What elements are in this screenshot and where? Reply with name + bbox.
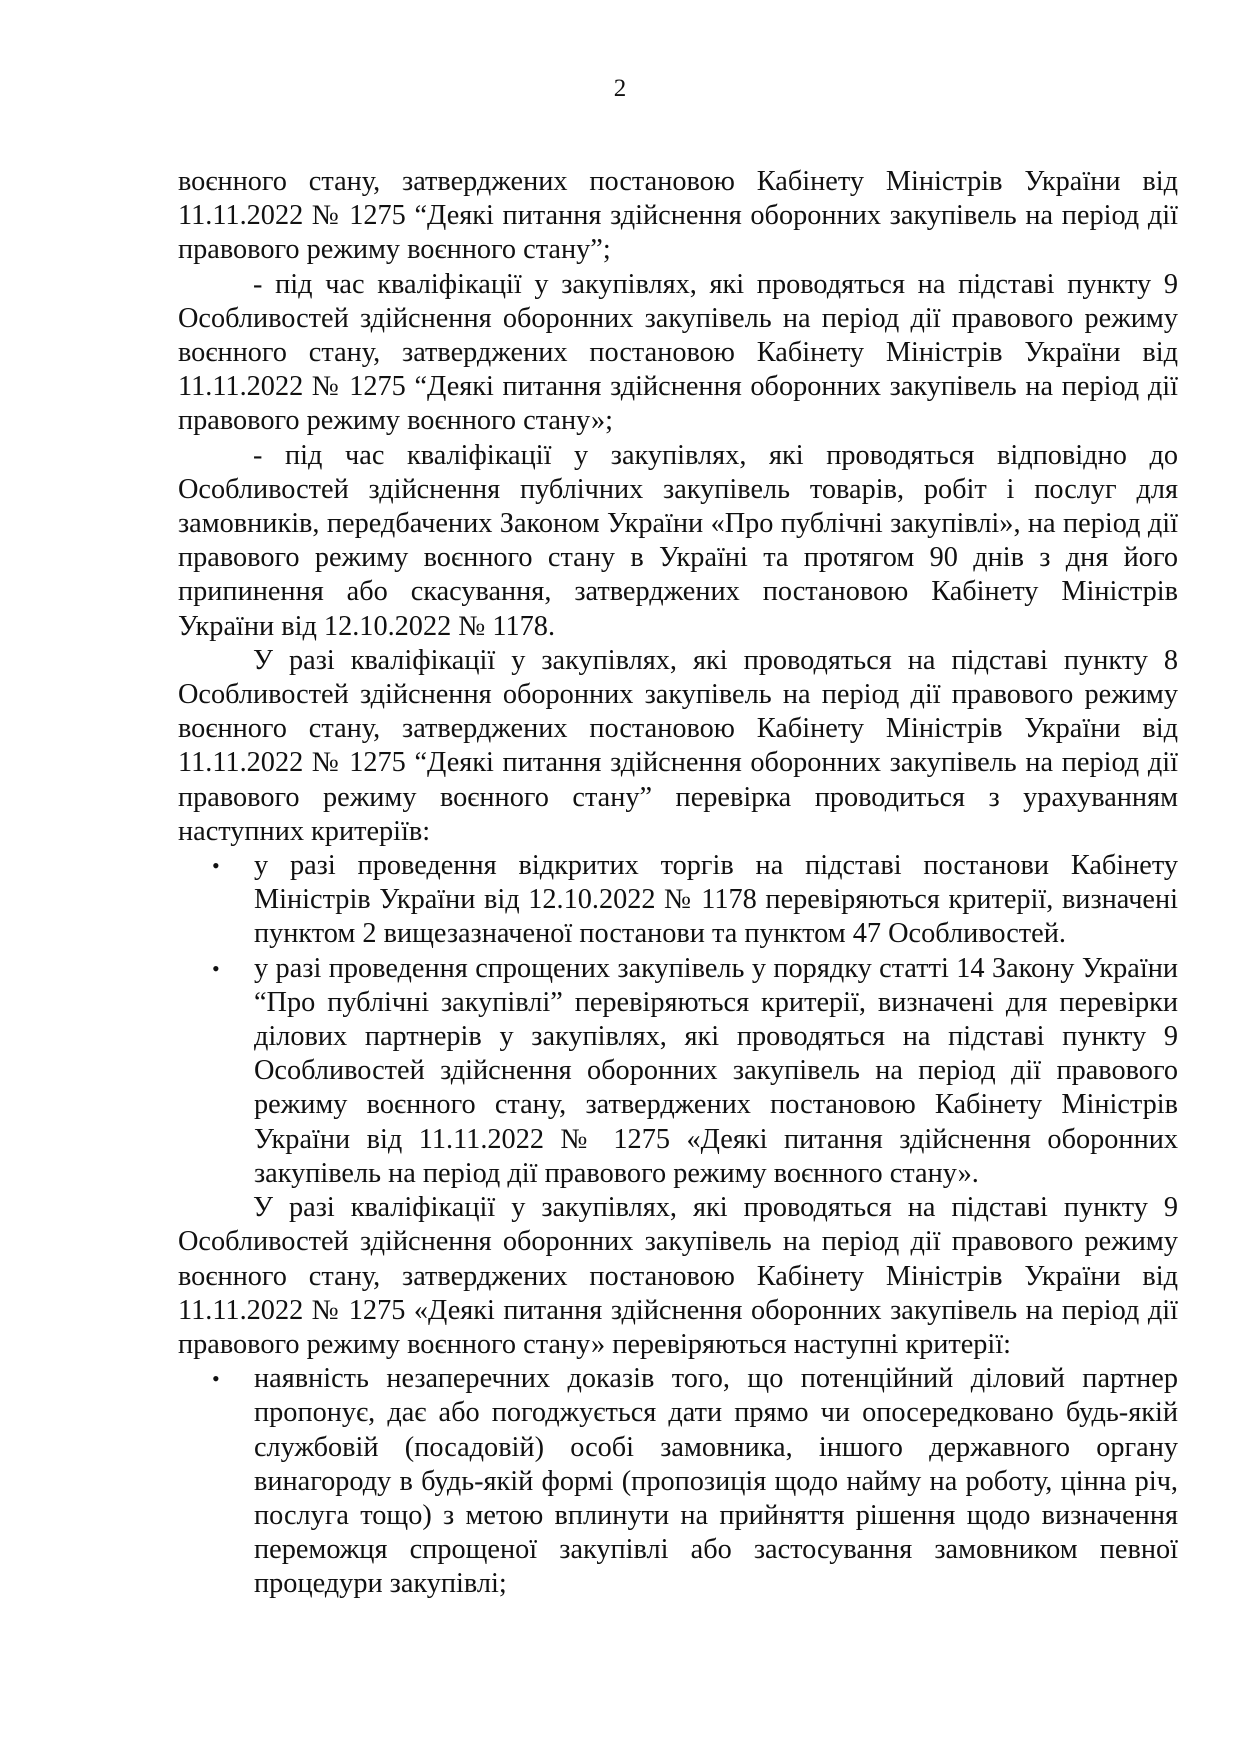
list-item-text: у разі проведення спрощених закупівель у порядку статті 14 Закону України “Про публічні закупівлі” перевіряються критерії, визначені для перевірки ділових партнерів у закупівлях, які проводяться на підставі пункту 9 Особливостей здійснення оборонних закупівель на період дії правового режиму воєнного стану, затверджених постановою Кабінету Міністрів України від 11.11.2022 № 1275 «Деякі питання здійснення оборонних закупівель на період дії правового режиму воєнного стану». (254, 952, 1178, 1189)
paragraph-clause-public-procurement: - під час кваліфікації у закупівлях, які проводяться відповідно до Особливостей здійснення публічних закупівель товарів, робіт і послуг для замовників, передбачених Законом України «Про публічні закупівлі», на період дії правового режиму воєнного стану в Україні та протягом 90 днів з дня його припинення або скасування, затверджених постановою Кабінету Міністрів України від 12.10.2022 № 1178. (178, 439, 1178, 642)
paragraph-qualification-item-9: У разі кваліфікації у закупівлях, які проводяться на підставі пункту 9 Особливостей здійснення оборонних закупівель на період дії правового режиму воєнного стану, затверджених постановою Кабінету Міністрів України від 11.11.2022 № 1275 «Деякі питання здійснення оборонних закупівель на період дії правового режиму воєнного стану» перевіряються наступні критерії: (178, 1192, 1178, 1360)
page-number: 2 (613, 75, 627, 102)
bullet-icon: • (212, 853, 220, 879)
list-item-text: наявність незаперечних доказів того, що потенційний діловий партнер пропонує, дає або погоджується дати прямо чи опосередковано будь-якій службовій (посадовій) особі замовника, іншого державного органу винагороду в будь-якій формі (пропозиція щодо найму на роботу, цінна річ, послуга тощо) з метою вплинути на прийняття рішення щодо визначення переможця спрощеної закупівлі або застосування замовником певної процедури закупівлі; (254, 1363, 1178, 1600)
document-body (178, 165, 1178, 1602)
bullet-icon: • (212, 1366, 220, 1392)
list-item (212, 1362, 1178, 1601)
list-item (212, 952, 1178, 1191)
bullet-icon: • (212, 955, 220, 981)
paragraph-continuation: воєнного стану, затверджених постановою Кабінету Міністрів України від 11.11.2022 № 1275 “Деякі питання здійснення оборонних закупівель на період дії правового режиму воєнного стану”; (178, 166, 1178, 266)
paragraph-clause-item-9: - під час кваліфікації у закупівлях, які проводяться на підставі пункту 9 Особливостей здійснення оборонних закупівель на період дії правового режиму воєнного стану, затверджених постановою Кабінету Міністрів України від 11.11.2022 № 1275 “Деякі питання здійснення оборонних закупівель на період дії правового режиму воєнного стану»; (178, 268, 1178, 437)
criteria-list-item-8 (178, 849, 1178, 1191)
criteria-list-item-9 (178, 1362, 1178, 1601)
list-item-text: у разі проведення відкритих торгів на підставі постанови Кабінету Міністрів України від 12.10.2022 № 1178 перевіряються критерії, визначені пунктом 2 вищезазначеної постанови та пунктом 47 Особливостей. (254, 850, 1178, 950)
list-item (212, 849, 1178, 952)
paragraph-qualification-item-8: У разі кваліфікації у закупівлях, які проводяться на підставі пункту 8 Особливостей здійснення оборонних закупівель на період дії правового режиму воєнного стану, затверджених постановою Кабінету Міністрів України від 11.11.2022 № 1275 “Деякі питання здійснення оборонних закупівель на період дії правового режиму воєнного стану” перевірка проводиться з урахуванням наступних критеріїв: (178, 644, 1178, 847)
